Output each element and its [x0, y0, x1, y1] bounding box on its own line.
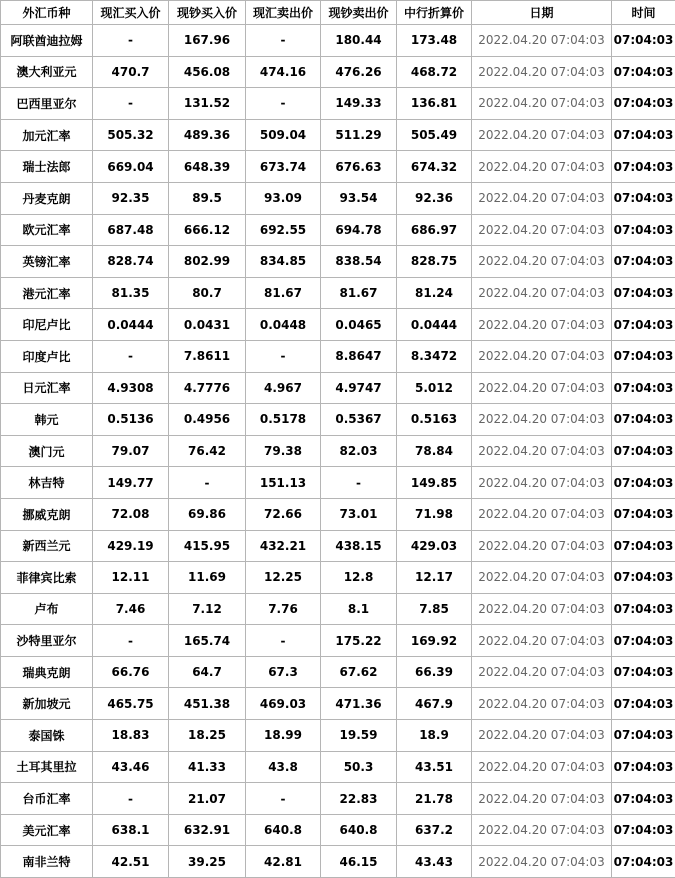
table-row — [1, 467, 675, 499]
date-cell: 2022.04.20 07:04:03 — [472, 467, 612, 499]
time-cell: 07:04:03 — [612, 530, 675, 562]
cash-buy-cell: - — [169, 467, 246, 499]
currency-name-cell: 瑞士法郎 — [1, 151, 93, 183]
date-cell: 2022.04.20 07:04:03 — [472, 751, 612, 783]
time-cell: 07:04:03 — [612, 562, 675, 594]
currency-name-cell: 英镑汇率 — [1, 246, 93, 278]
boc-rate-cell: 173.48 — [397, 25, 472, 57]
spot-sell-cell: 93.09 — [246, 182, 321, 214]
boc-rate-cell: 43.43 — [397, 846, 472, 878]
spot-buy-cell: 0.5136 — [93, 404, 169, 436]
spot-sell-cell: 0.5178 — [246, 404, 321, 436]
date-cell: 2022.04.20 07:04:03 — [472, 656, 612, 688]
table-row — [1, 404, 675, 436]
currency-name-cell: 台币汇率 — [1, 783, 93, 815]
currency-name-cell: 土耳其里拉 — [1, 751, 93, 783]
date-cell: 2022.04.20 07:04:03 — [472, 56, 612, 88]
time-cell: 07:04:03 — [612, 751, 675, 783]
currency-name-cell: 泰国铢 — [1, 720, 93, 752]
date-cell: 2022.04.20 07:04:03 — [472, 372, 612, 404]
date-cell: 2022.04.20 07:04:03 — [472, 404, 612, 436]
time-cell: 07:04:03 — [612, 435, 675, 467]
table-row — [1, 277, 675, 309]
cash-buy-cell: 0.0431 — [169, 309, 246, 341]
cash-sell-cell: 175.22 — [321, 625, 397, 657]
spot-buy-cell: 42.51 — [93, 846, 169, 878]
header-row — [1, 1, 675, 25]
boc-rate-cell: 468.72 — [397, 56, 472, 88]
spot-buy-cell: 429.19 — [93, 530, 169, 562]
spot-buy-cell: 12.11 — [93, 562, 169, 594]
date-cell: 2022.04.20 07:04:03 — [472, 182, 612, 214]
boc-rate-cell: 637.2 — [397, 814, 472, 846]
header-cash-buy: 现钞买入价 — [169, 1, 246, 25]
table-row — [1, 246, 675, 278]
cash-buy-cell: 7.12 — [169, 593, 246, 625]
cash-sell-cell: 471.36 — [321, 688, 397, 720]
date-cell: 2022.04.20 07:04:03 — [472, 530, 612, 562]
date-cell: 2022.04.20 07:04:03 — [472, 309, 612, 341]
boc-rate-cell: 0.0444 — [397, 309, 472, 341]
spot-sell-cell: 67.3 — [246, 656, 321, 688]
table-body — [1, 25, 675, 878]
spot-sell-cell: 509.04 — [246, 119, 321, 151]
header-currency: 外汇币种 — [1, 1, 93, 25]
table-row — [1, 340, 675, 372]
boc-rate-cell: 78.84 — [397, 435, 472, 467]
spot-sell-cell: - — [246, 25, 321, 57]
cash-sell-cell: 4.9747 — [321, 372, 397, 404]
cash-sell-cell: 180.44 — [321, 25, 397, 57]
date-cell: 2022.04.20 07:04:03 — [472, 720, 612, 752]
date-cell: 2022.04.20 07:04:03 — [472, 814, 612, 846]
date-cell: 2022.04.20 07:04:03 — [472, 783, 612, 815]
currency-name-cell: 加元汇率 — [1, 119, 93, 151]
currency-name-cell: 印尼卢比 — [1, 309, 93, 341]
time-cell: 07:04:03 — [612, 656, 675, 688]
time-cell: 07:04:03 — [612, 309, 675, 341]
spot-buy-cell: 638.1 — [93, 814, 169, 846]
currency-name-cell: 阿联酋迪拉姆 — [1, 25, 93, 57]
currency-name-cell: 瑞典克朗 — [1, 656, 93, 688]
date-cell: 2022.04.20 07:04:03 — [472, 214, 612, 246]
boc-rate-cell: 12.17 — [397, 562, 472, 594]
table-row — [1, 530, 675, 562]
time-cell: 07:04:03 — [612, 182, 675, 214]
boc-rate-cell: 149.85 — [397, 467, 472, 499]
boc-rate-cell: 81.24 — [397, 277, 472, 309]
date-cell: 2022.04.20 07:04:03 — [472, 846, 612, 878]
boc-rate-cell: 71.98 — [397, 498, 472, 530]
spot-sell-cell: 72.66 — [246, 498, 321, 530]
table-row — [1, 625, 675, 657]
spot-buy-cell: 81.35 — [93, 277, 169, 309]
date-cell: 2022.04.20 07:04:03 — [472, 277, 612, 309]
spot-buy-cell: 828.74 — [93, 246, 169, 278]
currency-name-cell: 丹麦克朗 — [1, 182, 93, 214]
time-cell: 07:04:03 — [612, 119, 675, 151]
cash-sell-cell: 0.0465 — [321, 309, 397, 341]
spot-buy-cell: 79.07 — [93, 435, 169, 467]
cash-sell-cell: 8.1 — [321, 593, 397, 625]
spot-sell-cell: - — [246, 625, 321, 657]
time-cell: 07:04:03 — [612, 846, 675, 878]
cash-buy-cell: 21.07 — [169, 783, 246, 815]
date-cell: 2022.04.20 07:04:03 — [472, 498, 612, 530]
cash-sell-cell: 81.67 — [321, 277, 397, 309]
currency-name-cell: 港元汇率 — [1, 277, 93, 309]
cash-buy-cell: 18.25 — [169, 720, 246, 752]
spot-sell-cell: 0.0448 — [246, 309, 321, 341]
spot-sell-cell: 43.8 — [246, 751, 321, 783]
date-cell: 2022.04.20 07:04:03 — [472, 593, 612, 625]
time-cell: 07:04:03 — [612, 498, 675, 530]
cash-sell-cell: 12.8 — [321, 562, 397, 594]
spot-sell-cell: 42.81 — [246, 846, 321, 878]
table-row — [1, 309, 675, 341]
cash-sell-cell: 438.15 — [321, 530, 397, 562]
spot-buy-cell: 687.48 — [93, 214, 169, 246]
spot-sell-cell: 432.21 — [246, 530, 321, 562]
cash-buy-cell: 456.08 — [169, 56, 246, 88]
spot-buy-cell: - — [93, 783, 169, 815]
spot-buy-cell: 72.08 — [93, 498, 169, 530]
cash-buy-cell: 64.7 — [169, 656, 246, 688]
cash-buy-cell: 167.96 — [169, 25, 246, 57]
header-spot-sell: 现汇卖出价 — [246, 1, 321, 25]
date-cell: 2022.04.20 07:04:03 — [472, 151, 612, 183]
spot-sell-cell: 640.8 — [246, 814, 321, 846]
boc-rate-cell: 92.36 — [397, 182, 472, 214]
date-cell: 2022.04.20 07:04:03 — [472, 625, 612, 657]
spot-buy-cell: 505.32 — [93, 119, 169, 151]
table-row — [1, 435, 675, 467]
time-cell: 07:04:03 — [612, 783, 675, 815]
cash-buy-cell: 76.42 — [169, 435, 246, 467]
spot-buy-cell: 669.04 — [93, 151, 169, 183]
cash-buy-cell: 89.5 — [169, 182, 246, 214]
table-row — [1, 182, 675, 214]
time-cell: 07:04:03 — [612, 246, 675, 278]
spot-buy-cell: 465.75 — [93, 688, 169, 720]
cash-buy-cell: 69.86 — [169, 498, 246, 530]
boc-rate-cell: 136.81 — [397, 88, 472, 120]
table-row — [1, 25, 675, 57]
spot-sell-cell: 692.55 — [246, 214, 321, 246]
time-cell: 07:04:03 — [612, 214, 675, 246]
spot-sell-cell: 18.99 — [246, 720, 321, 752]
header-date: 日期 — [472, 1, 612, 25]
cash-sell-cell: 149.33 — [321, 88, 397, 120]
cash-sell-cell: 73.01 — [321, 498, 397, 530]
cash-sell-cell: 46.15 — [321, 846, 397, 878]
boc-rate-cell: 467.9 — [397, 688, 472, 720]
header-cash-sell: 现钞卖出价 — [321, 1, 397, 25]
time-cell: 07:04:03 — [612, 814, 675, 846]
time-cell: 07:04:03 — [612, 151, 675, 183]
cash-buy-cell: 0.4956 — [169, 404, 246, 436]
spot-buy-cell: 66.76 — [93, 656, 169, 688]
spot-buy-cell: - — [93, 340, 169, 372]
table-row — [1, 656, 675, 688]
cash-sell-cell: 8.8647 — [321, 340, 397, 372]
boc-rate-cell: 686.97 — [397, 214, 472, 246]
spot-buy-cell: 7.46 — [93, 593, 169, 625]
time-cell: 07:04:03 — [612, 372, 675, 404]
spot-buy-cell: 470.7 — [93, 56, 169, 88]
table-row — [1, 846, 675, 878]
currency-name-cell: 卢布 — [1, 593, 93, 625]
currency-name-cell: 印度卢比 — [1, 340, 93, 372]
time-cell: 07:04:03 — [612, 25, 675, 57]
table-row — [1, 214, 675, 246]
boc-rate-cell: 8.3472 — [397, 340, 472, 372]
cash-sell-cell: 694.78 — [321, 214, 397, 246]
table-row — [1, 372, 675, 404]
date-cell: 2022.04.20 07:04:03 — [472, 435, 612, 467]
cash-sell-cell: 67.62 — [321, 656, 397, 688]
boc-rate-cell: 505.49 — [397, 119, 472, 151]
table-row — [1, 151, 675, 183]
spot-sell-cell: 79.38 — [246, 435, 321, 467]
cash-buy-cell: 415.95 — [169, 530, 246, 562]
spot-sell-cell: - — [246, 88, 321, 120]
cash-buy-cell: 489.36 — [169, 119, 246, 151]
header-time: 时间 — [612, 1, 675, 25]
date-cell: 2022.04.20 07:04:03 — [472, 688, 612, 720]
currency-name-cell: 新西兰元 — [1, 530, 93, 562]
cash-buy-cell: 632.91 — [169, 814, 246, 846]
spot-buy-cell: 0.0444 — [93, 309, 169, 341]
boc-rate-cell: 674.32 — [397, 151, 472, 183]
boc-rate-cell: 5.012 — [397, 372, 472, 404]
boc-rate-cell: 43.51 — [397, 751, 472, 783]
table-row — [1, 498, 675, 530]
table-row — [1, 751, 675, 783]
cash-sell-cell: 82.03 — [321, 435, 397, 467]
currency-name-cell: 澳门元 — [1, 435, 93, 467]
currency-name-cell: 沙特里亚尔 — [1, 625, 93, 657]
time-cell: 07:04:03 — [612, 720, 675, 752]
cash-buy-cell: 131.52 — [169, 88, 246, 120]
spot-sell-cell: - — [246, 340, 321, 372]
cash-sell-cell: 511.29 — [321, 119, 397, 151]
table-row — [1, 562, 675, 594]
cash-buy-cell: 4.7776 — [169, 372, 246, 404]
currency-name-cell: 澳大利亚元 — [1, 56, 93, 88]
table-row — [1, 688, 675, 720]
spot-buy-cell: 43.46 — [93, 751, 169, 783]
time-cell: 07:04:03 — [612, 88, 675, 120]
spot-sell-cell: 673.74 — [246, 151, 321, 183]
currency-name-cell: 挪威克朗 — [1, 498, 93, 530]
cash-sell-cell: 50.3 — [321, 751, 397, 783]
spot-sell-cell: 12.25 — [246, 562, 321, 594]
cash-buy-cell: 802.99 — [169, 246, 246, 278]
cash-sell-cell: 676.63 — [321, 151, 397, 183]
boc-rate-cell: 21.78 — [397, 783, 472, 815]
date-cell: 2022.04.20 07:04:03 — [472, 88, 612, 120]
currency-name-cell: 新加坡元 — [1, 688, 93, 720]
spot-sell-cell: 474.16 — [246, 56, 321, 88]
cash-sell-cell: 0.5367 — [321, 404, 397, 436]
table-row — [1, 783, 675, 815]
date-cell: 2022.04.20 07:04:03 — [472, 340, 612, 372]
date-cell: 2022.04.20 07:04:03 — [472, 562, 612, 594]
table-row — [1, 88, 675, 120]
currency-name-cell: 林吉特 — [1, 467, 93, 499]
currency-name-cell: 巴西里亚尔 — [1, 88, 93, 120]
time-cell: 07:04:03 — [612, 404, 675, 436]
table-row — [1, 814, 675, 846]
cash-sell-cell: 22.83 — [321, 783, 397, 815]
cash-buy-cell: 648.39 — [169, 151, 246, 183]
currency-name-cell: 日元汇率 — [1, 372, 93, 404]
spot-sell-cell: 834.85 — [246, 246, 321, 278]
cash-sell-cell: 838.54 — [321, 246, 397, 278]
cash-buy-cell: 7.8611 — [169, 340, 246, 372]
spot-sell-cell: 469.03 — [246, 688, 321, 720]
header-spot-buy: 现汇买入价 — [93, 1, 169, 25]
cash-buy-cell: 666.12 — [169, 214, 246, 246]
date-cell: 2022.04.20 07:04:03 — [472, 25, 612, 57]
time-cell: 07:04:03 — [612, 56, 675, 88]
spot-sell-cell: - — [246, 783, 321, 815]
spot-sell-cell: 4.967 — [246, 372, 321, 404]
time-cell: 07:04:03 — [612, 277, 675, 309]
currency-name-cell: 美元汇率 — [1, 814, 93, 846]
table-row — [1, 593, 675, 625]
boc-rate-cell: 18.9 — [397, 720, 472, 752]
boc-rate-cell: 429.03 — [397, 530, 472, 562]
table-row — [1, 720, 675, 752]
spot-buy-cell: 18.83 — [93, 720, 169, 752]
cash-sell-cell: - — [321, 467, 397, 499]
cash-buy-cell: 41.33 — [169, 751, 246, 783]
boc-rate-cell: 828.75 — [397, 246, 472, 278]
spot-buy-cell: - — [93, 625, 169, 657]
boc-rate-cell: 0.5163 — [397, 404, 472, 436]
time-cell: 07:04:03 — [612, 593, 675, 625]
time-cell: 07:04:03 — [612, 688, 675, 720]
table-row — [1, 56, 675, 88]
time-cell: 07:04:03 — [612, 467, 675, 499]
currency-name-cell: 韩元 — [1, 404, 93, 436]
spot-sell-cell: 7.76 — [246, 593, 321, 625]
boc-rate-cell: 66.39 — [397, 656, 472, 688]
cash-sell-cell: 476.26 — [321, 56, 397, 88]
currency-name-cell: 欧元汇率 — [1, 214, 93, 246]
cash-buy-cell: 451.38 — [169, 688, 246, 720]
cash-sell-cell: 19.59 — [321, 720, 397, 752]
spot-buy-cell: 149.77 — [93, 467, 169, 499]
table-row — [1, 119, 675, 151]
cash-sell-cell: 640.8 — [321, 814, 397, 846]
time-cell: 07:04:03 — [612, 625, 675, 657]
cash-buy-cell: 11.69 — [169, 562, 246, 594]
spot-buy-cell: - — [93, 25, 169, 57]
date-cell: 2022.04.20 07:04:03 — [472, 119, 612, 151]
cash-buy-cell: 80.7 — [169, 277, 246, 309]
boc-rate-cell: 7.85 — [397, 593, 472, 625]
spot-buy-cell: - — [93, 88, 169, 120]
date-cell: 2022.04.20 07:04:03 — [472, 246, 612, 278]
currency-name-cell: 菲律宾比索 — [1, 562, 93, 594]
cash-sell-cell: 93.54 — [321, 182, 397, 214]
cash-buy-cell: 165.74 — [169, 625, 246, 657]
spot-buy-cell: 4.9308 — [93, 372, 169, 404]
spot-sell-cell: 81.67 — [246, 277, 321, 309]
header-boc-rate: 中行折算价 — [397, 1, 472, 25]
currency-name-cell: 南非兰特 — [1, 846, 93, 878]
boc-rate-cell: 169.92 — [397, 625, 472, 657]
spot-buy-cell: 92.35 — [93, 182, 169, 214]
cash-buy-cell: 39.25 — [169, 846, 246, 878]
time-cell: 07:04:03 — [612, 340, 675, 372]
spot-sell-cell: 151.13 — [246, 467, 321, 499]
